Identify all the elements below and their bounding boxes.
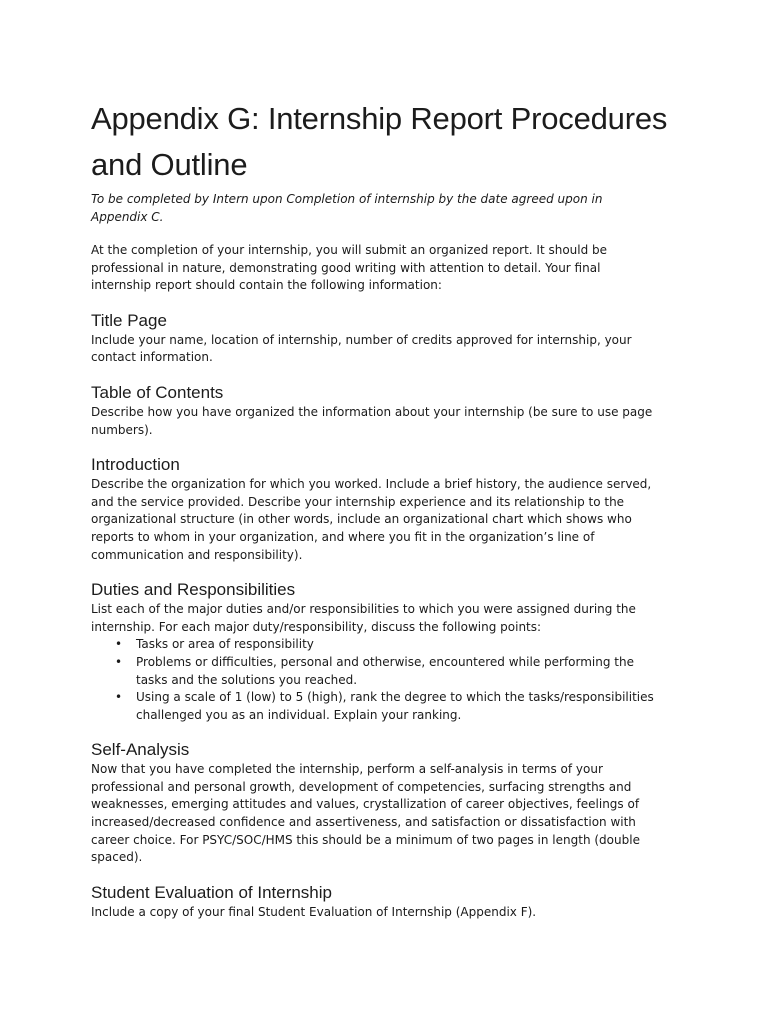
paragraph-line: professional and personal growth, development of competencies, surfacing strengths and	[91, 779, 632, 794]
bullet-list	[91, 636, 691, 724]
section-heading: Title Page	[91, 310, 167, 330]
paragraph-line: weaknesses, emerging attitudes and values, crystallization of career objectives, feelings of	[91, 797, 640, 812]
section-body	[91, 761, 691, 867]
section-title-page	[91, 310, 691, 367]
section-heading: Self-Analysis	[91, 740, 190, 760]
paragraph-line: contact information.	[91, 350, 213, 365]
list-item-line: challenged you as an individual. Explain your ranking.	[136, 707, 462, 722]
section-table-of-contents	[91, 382, 691, 439]
paragraph-line: List each of the major duties and/or responsibilities to which you were assigned during the	[91, 602, 636, 617]
section-body	[91, 601, 691, 636]
section-body	[91, 904, 691, 922]
paragraph-line: increased/decreased confidence and assertiveness, and satisfaction or dissatisfaction with	[91, 815, 636, 830]
paragraph-line: internship. For each major duty/responsibility, discuss the following points:	[91, 619, 542, 634]
section-self-analysis	[91, 739, 691, 867]
section-heading: Student Evaluation of Internship	[91, 882, 332, 902]
paragraph-line: Include your name, location of internship, number of credits approved for internship, your	[91, 332, 632, 347]
list-item-line: Using a scale of 1 (low) to 5 (high), rank the degree to which the tasks/responsibilities	[136, 690, 654, 705]
bullet-icon: •	[115, 654, 123, 669]
section-heading: Table of Contents	[91, 382, 224, 402]
section-body	[91, 476, 691, 564]
list-item	[91, 654, 691, 689]
section-heading: Duties and Responsibilities	[91, 580, 296, 600]
title-line: and Outline	[91, 147, 248, 182]
paragraph-line: Now that you have completed the internship, perform a self-analysis in terms of your	[91, 762, 603, 777]
paragraph-line: organizational structure (in other words, include an organizational chart which shows who	[91, 512, 632, 527]
section-body	[91, 404, 691, 439]
paragraph-line: numbers).	[91, 422, 153, 437]
list-item-line: Problems or difficulties, personal and otherwise, encountered while performing the	[136, 654, 634, 669]
paragraph-line: Include a copy of your final Student Evaluation of Internship (Appendix F).	[91, 904, 537, 919]
list-item	[91, 636, 691, 654]
document-page	[91, 96, 691, 921]
paragraph-line: internship report should contain the following information:	[91, 278, 442, 293]
paragraph-line: spaced).	[91, 850, 143, 865]
section-heading: Introduction	[91, 455, 180, 475]
paragraph-line: and the service provided. Describe your internship experience and its relationship to the	[91, 494, 625, 509]
paragraph-line: communication and responsibility).	[91, 547, 303, 562]
bullet-icon: •	[115, 637, 123, 652]
section-student-evaluation	[91, 882, 691, 922]
list-item-line: Tasks or area of responsibility	[136, 637, 314, 652]
intro-paragraph	[91, 242, 691, 295]
paragraph-line: Describe how you have organized the information about your internship (be sure to use page	[91, 404, 653, 419]
paragraph-line: Describe the organization for which you worked. Include a brief history, the audience served,	[91, 477, 652, 492]
subtitle	[91, 190, 691, 226]
section-introduction	[91, 454, 691, 564]
subtitle-line: To be completed by Intern upon Completion of internship by the date agreed upon in	[91, 192, 603, 206]
bullet-icon: •	[115, 690, 123, 705]
section-body	[91, 332, 691, 367]
paragraph-line: At the completion of your internship, you will submit an organized report. It should be	[91, 243, 608, 257]
section-duties	[91, 579, 691, 724]
page-title	[91, 96, 691, 188]
paragraph-line: reports to whom in your organization, and where you fit in the organization’s line of	[91, 529, 595, 544]
paragraph-line: professional in nature, demonstrating good writing with attention to detail. Your final	[91, 260, 601, 275]
paragraph-line: career choice. For PSYC/SOC/HMS this should be a minimum of two pages in length (double	[91, 832, 640, 847]
subtitle-line: Appendix C.	[91, 210, 164, 224]
list-item	[91, 689, 691, 724]
title-line: Appendix G: Internship Report Procedures	[91, 101, 668, 136]
list-item-line: tasks and the solutions you reached.	[136, 672, 358, 687]
